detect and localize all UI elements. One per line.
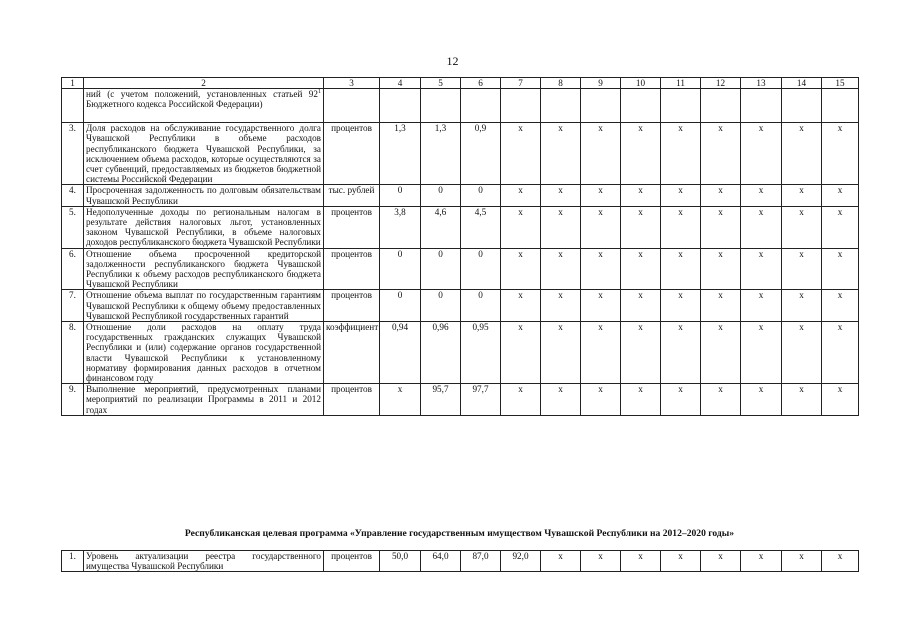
table-row [62,384,859,416]
row-description: Уровень актуализации реестра государственного имущества Чувашской Республики [84,551,324,572]
header-cell: 4 [380,78,421,89]
row-number: 8. [62,322,84,384]
value-cell [501,89,541,123]
value-cell: х [822,123,859,185]
value-cell: х [822,384,859,416]
superscript: 1 [318,89,321,96]
value-cell [380,89,421,123]
value-cell: х [822,206,859,248]
value-cell: х [621,384,661,416]
row-unit: процентов [324,384,380,416]
value-cell [324,89,380,123]
value-cell: х [701,185,741,206]
row-unit: процентов [324,551,380,572]
table-row [62,185,859,206]
value-cell: х [741,206,782,248]
header-cell: 10 [621,78,661,89]
value-cell: 92,0 [501,551,541,572]
value-cell: 95,7 [421,384,461,416]
value-cell: х [661,248,701,290]
value-cell: 0 [461,185,501,206]
value-cell: х [782,123,822,185]
value-cell: х [501,322,541,384]
value-cell: х [741,185,782,206]
value-cell: 0,96 [421,322,461,384]
row-description: Отношение доли расходов на оплату труда государственных гражданских служащих Чувашской Республики и (или) содержание органов государственной власти Чувашской Республики к установленному нормативу формирования данных расходов в отчетном финансовом году [84,322,324,384]
value-cell: 0,95 [461,322,501,384]
value-cell: х [741,384,782,416]
row-number: 3. [62,123,84,185]
value-cell: 97,7 [461,384,501,416]
row-description: Просроченная задолженность по долговым обязательствам Чувашской Республики [84,185,324,206]
value-cell: 0 [421,248,461,290]
value-cell: 0 [380,248,421,290]
row-unit: процентов [324,248,380,290]
value-cell: х [822,185,859,206]
value-cell: х [661,384,701,416]
value-cell: х [621,206,661,248]
header-cell: 5 [421,78,461,89]
value-cell: х [701,551,741,572]
value-cell: х [782,290,822,322]
value-cell: х [581,206,621,248]
value-cell: 0 [421,290,461,322]
value-cell: х [621,123,661,185]
value-cell: х [822,290,859,322]
program-table [61,550,859,572]
row-number: 6. [62,248,84,290]
row-unit: процентов [324,123,380,185]
value-cell: х [701,384,741,416]
value-cell: х [661,123,701,185]
table-row [62,206,859,248]
table-row [62,248,859,290]
value-cell: 1,3 [421,123,461,185]
table-row [62,322,859,384]
value-cell: х [581,322,621,384]
value-cell: 0 [461,290,501,322]
header-cell: 15 [822,78,859,89]
value-cell: 87,0 [461,551,501,572]
value-cell [701,89,741,123]
page-number: 12 [446,54,459,68]
value-cell: 0,94 [380,322,421,384]
value-cell: х [380,384,421,416]
value-cell: х [621,248,661,290]
value-cell: х [501,123,541,185]
value-cell: х [782,551,822,572]
value-cell: х [782,248,822,290]
value-cell: х [541,290,581,322]
value-cell: х [501,290,541,322]
header-cell: 13 [741,78,782,89]
value-cell: х [741,248,782,290]
header-cell: 7 [501,78,541,89]
row-number-cell [62,89,84,123]
value-cell: х [782,384,822,416]
header-cell: 12 [701,78,741,89]
value-cell: х [541,185,581,206]
value-cell: х [782,185,822,206]
value-cell: х [661,551,701,572]
row-number: 9. [62,384,84,416]
row-description: Недополученные доходы по региональным налогам в результате действия налоговых льгот, установленных законом Чувашской Республики, в объеме налоговых доходов республиканского бюджета Чувашской Республики [84,206,324,248]
header-cell: 14 [782,78,822,89]
value-cell: х [581,123,621,185]
header-cell: 9 [581,78,621,89]
value-cell: х [661,290,701,322]
value-cell: х [741,123,782,185]
value-cell: х [501,248,541,290]
header-cell: 11 [661,78,701,89]
value-cell [782,89,822,123]
row-description: Отношение объема выплат по государственным гарантиям Чувашской Республики к общему объему предоставленных Чувашской Республикой государственных гарантий [84,290,324,322]
value-cell: 0 [380,185,421,206]
value-cell: х [701,290,741,322]
value-cell: х [741,290,782,322]
header-cell: 2 [84,78,324,89]
value-cell: х [741,322,782,384]
value-cell [461,89,501,123]
row-unit: коэффициент [324,322,380,384]
value-cell: х [621,551,661,572]
value-cell: 4,6 [421,206,461,248]
value-cell: х [501,206,541,248]
value-cell: х [701,123,741,185]
value-cell: х [581,384,621,416]
table-row [62,123,859,185]
value-cell: 1,3 [380,123,421,185]
value-cell [661,89,701,123]
value-cell: х [701,206,741,248]
value-cell: х [581,185,621,206]
value-cell: х [661,185,701,206]
table-row [62,551,859,572]
value-cell: х [661,322,701,384]
value-cell: х [501,384,541,416]
row-unit: процентов [324,206,380,248]
value-cell: х [701,322,741,384]
value-cell: х [822,322,859,384]
value-cell [581,89,621,123]
value-cell [541,89,581,123]
value-cell: х [541,123,581,185]
description-text: ний (с учетом положений, установленных статьей 92 [86,89,318,100]
row-number: 4. [62,185,84,206]
section-title: Республиканская целевая программа «Управление государственным имуществом Чувашской Республики на 2012–2020 годы» [184,528,735,539]
table-row [62,89,859,123]
row-description [84,89,324,123]
value-cell: х [541,322,581,384]
description-text: Бюджетного кодекса Российской Федерации) [86,99,263,110]
value-cell: 64,0 [421,551,461,572]
value-cell: х [782,322,822,384]
header-cell: 1 [62,78,84,89]
row-number: 7. [62,290,84,322]
row-description: Выполнение мероприятий, предусмотренных планами мероприятий по реализации Программы в 2011 и 2012 годах [84,384,324,416]
row-number: 5. [62,206,84,248]
value-cell: х [541,384,581,416]
value-cell: 4,5 [461,206,501,248]
value-cell: х [581,248,621,290]
row-unit: тыс. рублей [324,185,380,206]
value-cell: х [541,248,581,290]
value-cell: 0 [461,248,501,290]
header-cell: 8 [541,78,581,89]
value-cell: 0 [380,290,421,322]
value-cell [741,89,782,123]
value-cell: 3,8 [380,206,421,248]
value-cell: 0,9 [461,123,501,185]
value-cell: 0 [421,185,461,206]
value-cell: х [621,185,661,206]
value-cell: х [822,248,859,290]
row-description: Отношение объема просроченной кредиторской задолженности республиканского бюджета Чувашской Республики к объему расходов республиканского бюджета Чувашской Республики [84,248,324,290]
value-cell [822,89,859,123]
value-cell: х [581,551,621,572]
value-cell: х [782,206,822,248]
value-cell [621,89,661,123]
table-row [62,290,859,322]
value-cell: х [822,551,859,572]
row-description: Доля расходов на обслуживание государственного долга Чувашской Республики в объеме расходов республиканского бюджета Чувашской Республики, за исключением объема расходов, которые осуществляются за счет субвенций, предоставляемых из бюджетов бюджетной системы Российской Федерации [84,123,324,185]
value-cell: х [541,551,581,572]
value-cell: х [621,290,661,322]
value-cell: х [661,206,701,248]
value-cell: х [541,206,581,248]
row-unit: процентов [324,290,380,322]
value-cell: х [501,185,541,206]
header-row [62,78,859,89]
value-cell: 50,0 [380,551,421,572]
header-cell: 6 [461,78,501,89]
value-cell: х [701,248,741,290]
row-number: 1. [62,551,84,572]
indicators-table [61,77,859,416]
value-cell: х [581,290,621,322]
value-cell [421,89,461,123]
header-cell: 3 [324,78,380,89]
value-cell: х [741,551,782,572]
value-cell: х [621,322,661,384]
